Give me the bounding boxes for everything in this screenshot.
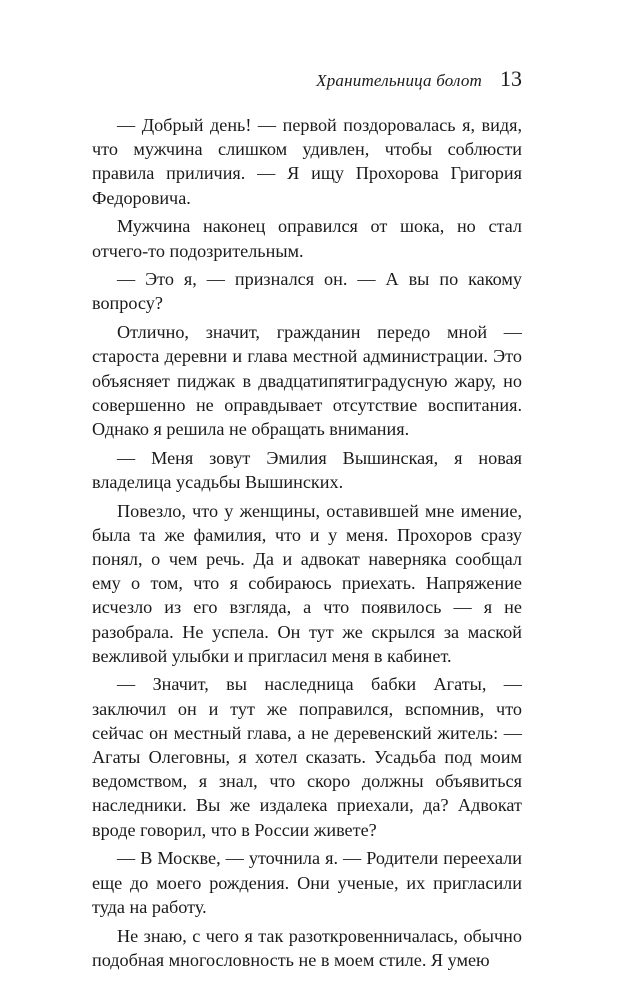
running-title: Хранительница болот [316,71,482,90]
paragraph-heiress: — Значит, вы наследница бабки Агаты, — заключил он и тут же поправился, вспомнив, что сейчас он местный глава, а не деревенский житель: — Агаты Олеговны, я хотел сказать. Усадьба под моим ведомством, я знал, что скоро должны объявиться наследники. Вы же издалека приехали, да? Адвокат вроде говорил, что в России живете? [92,674,522,840]
paragraph-candor: Не знаю, с чего я так разоткровенничалась, обычно подобная многословность не в моем стиле. Я умею [92,925,522,970]
body-text [92,113,522,976]
paragraph-surname: Повезло, что у женщины, оставившей мне имение, была та же фамилия, что и у меня. Прохоров сразу понял, о чем речь. Да и адвокат наверняка сообщал ему о том, что я собираюсь приехать. Напряжение исчезло из его взгляда, а что появилось — я не разобрала. Не успела. Он тут же скрылся за маской вежливой улыбки и пригласил меня в кабинет. [92,500,522,666]
paragraph-introduction: — Меня зовут Эмилия Вышинская, я новая владелица усадьбы Вышинских. [92,447,522,492]
paragraph-greeting: — Добрый день! — первой поздоровалась я, видя, что мужчина слишком удивлен, чтобы соблюсти правила приличия. — Я ищу Прохорова Григория Федоровича. [92,115,522,208]
paragraph-headman: Отлично, значит, гражданин передо мной — староста деревни и глава местной администрации. Это объясняет пиджак в двадцатипятиградусную жару, но совершенно не оправдывает отсутствие воспитания. Однако я решила не обращать внимания. [92,322,522,439]
paragraph-suspicion: Мужчина наконец оправился от шока, но стал отчего-то подозрительным. [92,216,522,261]
page-number: 13 [500,66,522,91]
paragraph-admission: — Это я, — признался он. — А вы по какому вопросу? [92,269,522,314]
paragraph-moscow: — В Москве, — уточнила я. — Родители переехали еще до моего рождения. Они ученые, их пригласили туда на работу. [92,848,522,917]
running-header [90,66,522,96]
